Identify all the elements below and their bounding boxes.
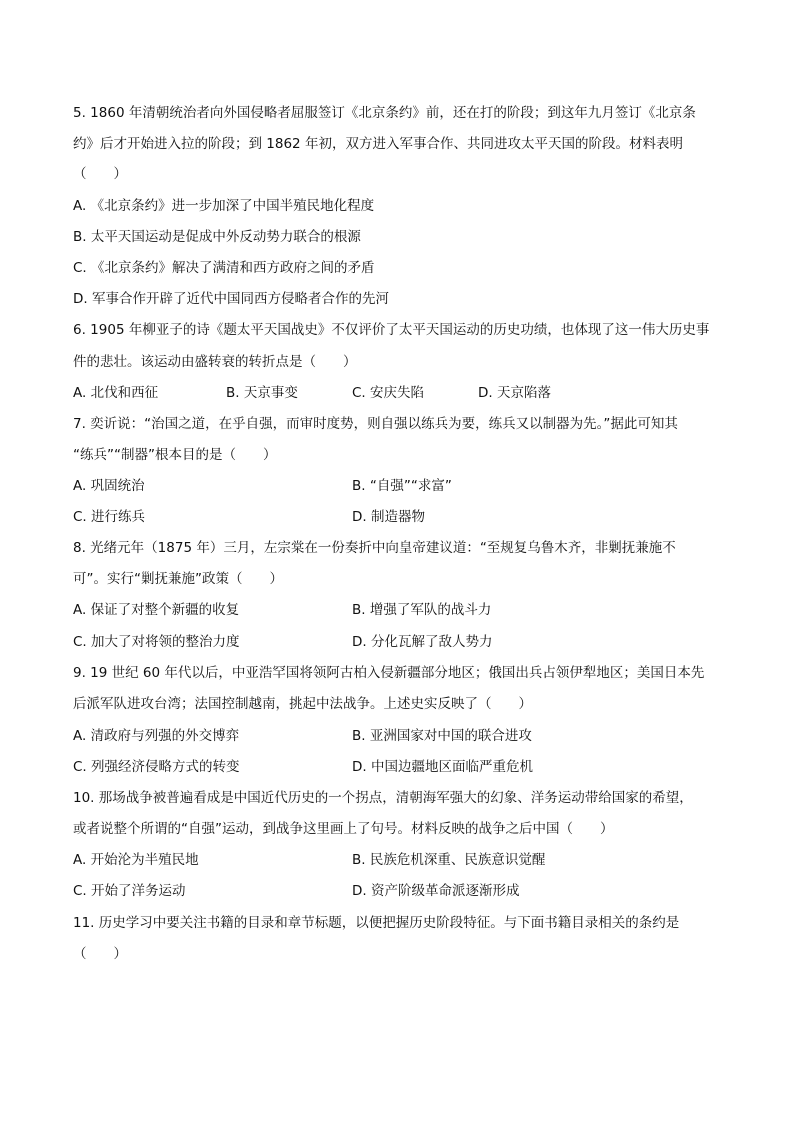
question-10-option-b: B. 民族危机深重、民族意识觉醒 — [352, 852, 546, 868]
question-9-option-b: B. 亚洲国家对中国的联合进攻 — [352, 728, 532, 744]
question-5-option-b: B. 太平天国运动是促成中外反动势力联合的根源 — [73, 229, 361, 245]
question-5-stem-line-1: 5. 1860 年清朝统治者向外国侵略者屈服签订《北京条约》前，还在打的阶段；到这年九月签订《北京条 — [73, 105, 696, 121]
question-5-option-d: D. 军事合作开辟了近代中国同西方侵略者合作的先河 — [73, 291, 389, 307]
question-7-option-c: C. 进行练兵 — [73, 509, 146, 525]
question-6-stem-line-1: 6. 1905 年柳亚子的诗《题太平天国战史》不仅评价了太平天国运动的历史功绩，也体现了这一伟大历史事 — [73, 322, 710, 338]
question-10-stem-line-2: 或者说整个所谓的“自强”运动，到战争这里画上了句号。材料反映的战争之后中国（ ） — [73, 821, 614, 837]
question-6-option-a: A. 北伐和西征 — [73, 385, 159, 401]
question-7-stem-line-2: “练兵”“制器”根本目的是（ ） — [73, 447, 277, 463]
question-11-stem-line-2: （ ） — [73, 946, 127, 962]
question-7-option-b: B. “自强”“求富” — [352, 478, 452, 494]
question-10-option-d: D. 资产阶级革命派逐渐形成 — [352, 883, 520, 899]
question-8-stem-line-1: 8. 光绪元年（1875 年）三月，左宗棠在一份奏折中向皇帝建议道：“至规复乌鲁木齐，非剿抚兼施不 — [73, 540, 676, 556]
question-5-option-a: A. 《北京条约》进一步加深了中国半殖民地化程度 — [73, 198, 375, 214]
question-8-option-c: C. 加大了对将领的整治力度 — [73, 634, 240, 650]
question-9-stem-line-2: 后派军队进攻台湾；法国控制越南，挑起中法战争。上述史实反映了（ ） — [73, 696, 532, 712]
question-9-option-a: A. 清政府与列强的外交博弈 — [73, 728, 240, 744]
question-6-option-b: B. 天京事变 — [226, 385, 298, 401]
question-7-stem-line-1: 7. 奕䜣说：“治国之道，在乎自强，而审时度势，则自强以练兵为要，练兵又以制器为先。”据此可知其 — [73, 416, 678, 432]
question-7-option-a: A. 巩固统治 — [73, 478, 145, 494]
question-5-option-c: C. 《北京条约》解决了满清和西方政府之间的矛盾 — [73, 260, 375, 276]
question-8-option-a: A. 保证了对整个新疆的收复 — [73, 602, 240, 618]
question-6-option-c: C. 安庆失陷 — [352, 385, 425, 401]
question-8-option-b: B. 增强了军队的战斗力 — [352, 602, 492, 618]
question-5-stem-line-2: 约》后才开始进入拉的阶段；到 1862 年初，双方进入军事合作、共同进攻太平天国的阶段。材料表明 — [73, 136, 683, 152]
question-9-stem-line-1: 9. 19 世纪 60 年代以后，中亚浩罕国将领阿古柏入侵新疆部分地区；俄国出兵占领伊犁地区；美国日本先 — [73, 665, 705, 681]
question-7-option-d: D. 制造器物 — [352, 509, 425, 525]
question-9-option-c: C. 列强经济侵略方式的转变 — [73, 759, 240, 775]
question-11-stem-line-1: 11. 历史学习中要关注书籍的目录和章节标题，以便把握历史阶段特征。与下面书籍目录相关的条约是 — [73, 915, 680, 931]
question-8-option-d: D. 分化瓦解了敌人势力 — [352, 634, 493, 650]
question-9-option-d: D. 中国边疆地区面临严重危机 — [352, 759, 533, 775]
question-8-stem-line-2: 可”。实行“剿抚兼施”政策（ ） — [73, 571, 283, 587]
question-5-stem-line-3: （ ） — [73, 166, 127, 182]
question-10-option-c: C. 开始了洋务运动 — [73, 883, 186, 899]
question-10-option-a: A. 开始沦为半殖民地 — [73, 852, 199, 868]
question-6-option-d: D. 天京陷落 — [478, 385, 551, 401]
question-6-stem-line-2: 件的悲壮。该运动由盛转衰的转折点是（ ） — [73, 354, 357, 370]
question-10-stem-line-1: 10. 那场战争被普遍看成是中国近代历史的一个拐点，清朝海军强大的幻象、洋务运动带给国家的希望， — [73, 790, 693, 806]
